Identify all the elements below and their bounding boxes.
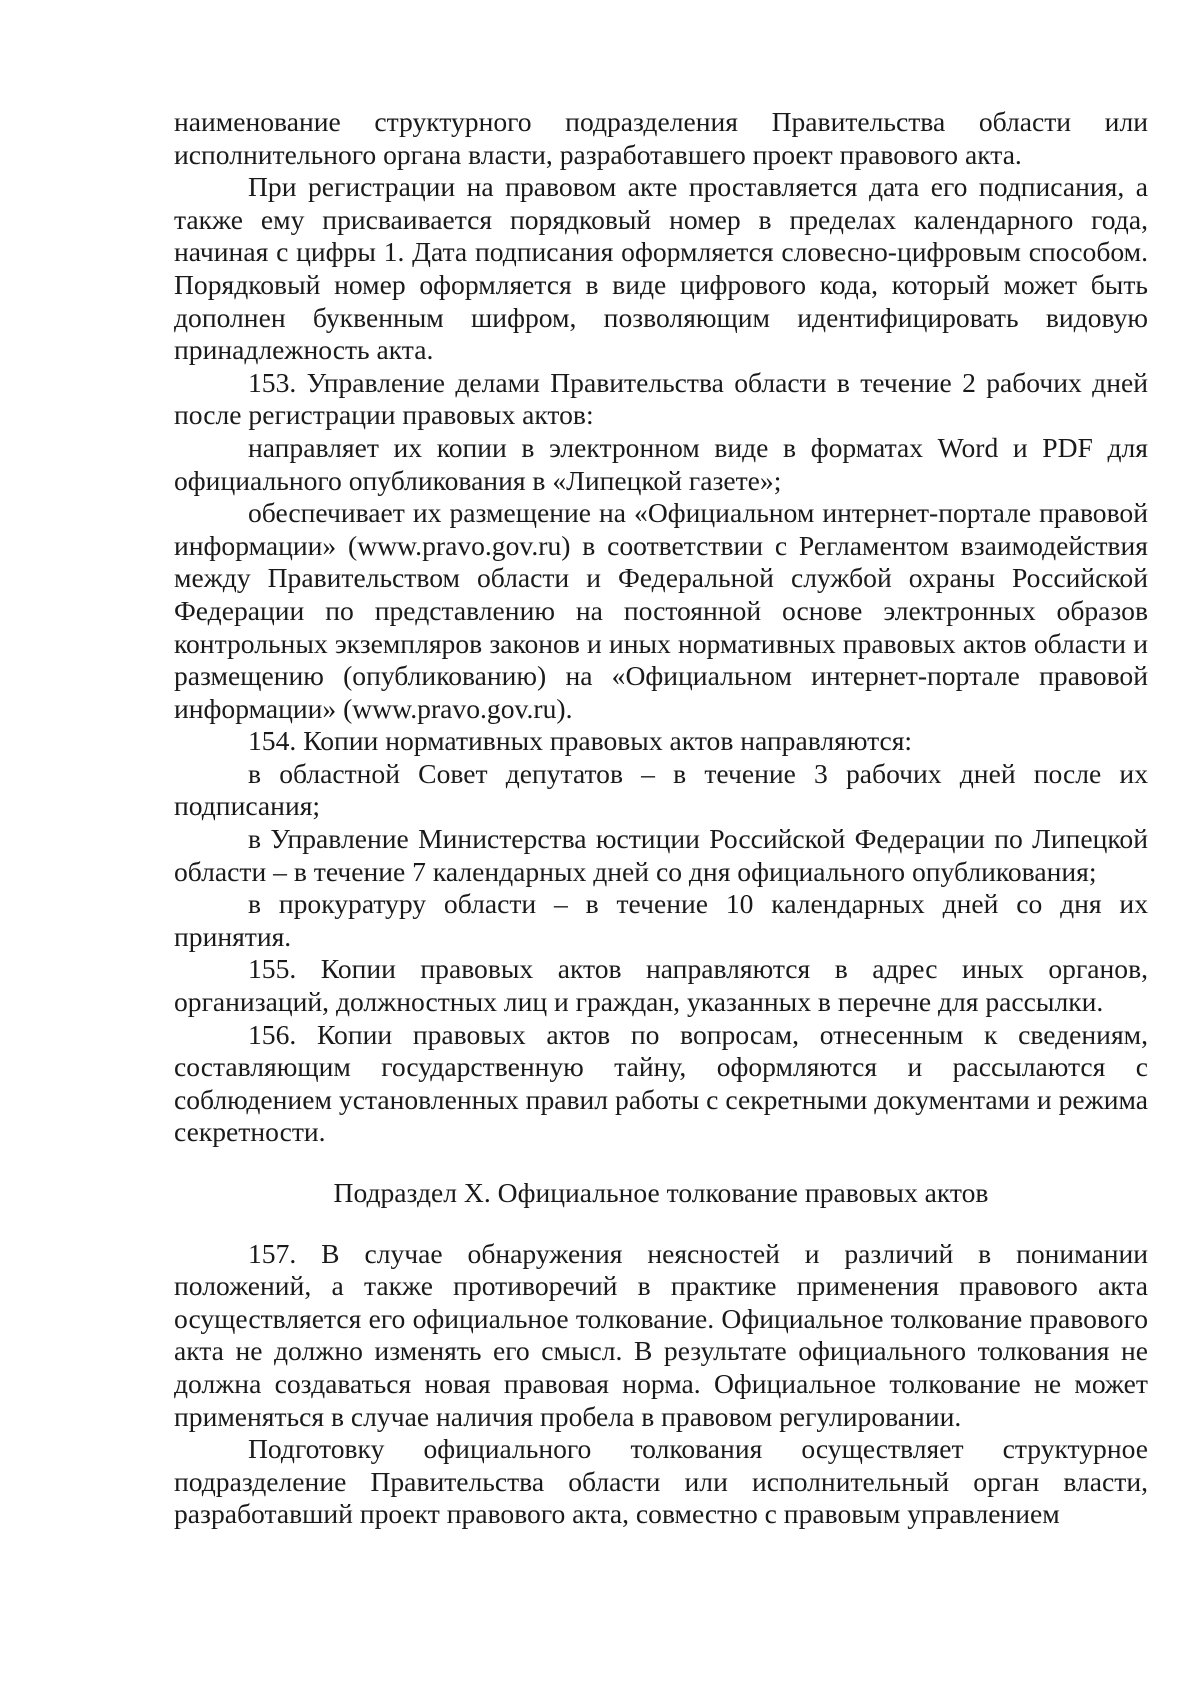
paragraph-154-item-2: в Управление Министерства юстиции Российской Федерации по Липецкой области – в течение 7 календарных дней со дня официального опубликования; bbox=[174, 823, 1148, 887]
paragraph-156: 156. Копии правовых актов по вопросам, отнесенным к сведениям, составляющим государственную тайну, оформляются и рассылаются с соблюдением установленных правил работы с секретными документами и режима секретности. bbox=[174, 1018, 1148, 1148]
paragraph-153-item-1: направляет их копии в электронном виде в форматах Word и PDF для официального опубликования в «Липецкой газете»; bbox=[174, 431, 1148, 496]
paragraph-153-item-2: обеспечивает их размещение на «Официальном интернет-портале правовой информации» (www.pravo.gov.ru) в соответствии с Регламентом взаимодействия между Правительством области и Федеральной службой охраны Российской Федерации по представлению на постоянной основе электронных образов контрольных экземпляров законов и иных нормативных правовых актов области и размещению (опубликованию) на «Официальном интернет-портале правовой информации» (www.pravo.gov.ru). bbox=[174, 497, 1148, 724]
paragraph-157-preparation: Подготовку официального толкования осуществляет структурное подразделение Правительства области или исполнительный орган власти, разработавший проект правового акта, совместно с правовым управлением bbox=[174, 1433, 1148, 1530]
document-page bbox=[174, 106, 1148, 1531]
paragraph-154-item-1: в областной Совет депутатов – в течение 3 рабочих дней после их подписания; bbox=[174, 757, 1148, 822]
paragraph-155: 155. Копии правовых актов направляются в адрес иных органов, организаций, должностных лиц и граждан, указанных в перечне для рассылки. bbox=[174, 953, 1148, 1018]
paragraph-157: 157. В случае обнаружения неясностей и различий в понимании положений, а также противоречий в практике применения правового акта осуществляется его официальное толкование. Официальное толкование правового акта не должно изменять его смысл. В результате официального толкования не должна создаваться новая правовая норма. Официальное толкование не может применяться в случае наличия пробела в правовом регулировании. bbox=[174, 1237, 1148, 1432]
paragraph-154: 154. Копии нормативных правовых актов направляются: bbox=[248, 725, 913, 757]
paragraph-continuation: наименование структурного подразделения Правительства области или исполнительного органа власти, разработавшего проект правового акта. bbox=[174, 106, 1148, 170]
section-heading: Подраздел X. Официальное толкование правовых актов bbox=[333, 1177, 989, 1208]
paragraph-registration: При регистрации на правовом акте проставляется дата его подписания, а также ему присваивается порядковый номер в пределах календарного года, начиная с цифры 1. Дата подписания оформляется словесно-цифровым способом. Порядковый номер оформляется в виде цифрового кода, который может быть дополнен буквенным шифром, позволяющим идентифицировать видовую принадлежность акта. bbox=[174, 171, 1148, 366]
paragraph-154-item-3: в прокуратуру области – в течение 10 календарных дней со дня их принятия. bbox=[174, 888, 1148, 952]
paragraph-153: 153. Управление делами Правительства области в течение 2 рабочих дней после регистрации правовых актов: bbox=[174, 366, 1148, 431]
